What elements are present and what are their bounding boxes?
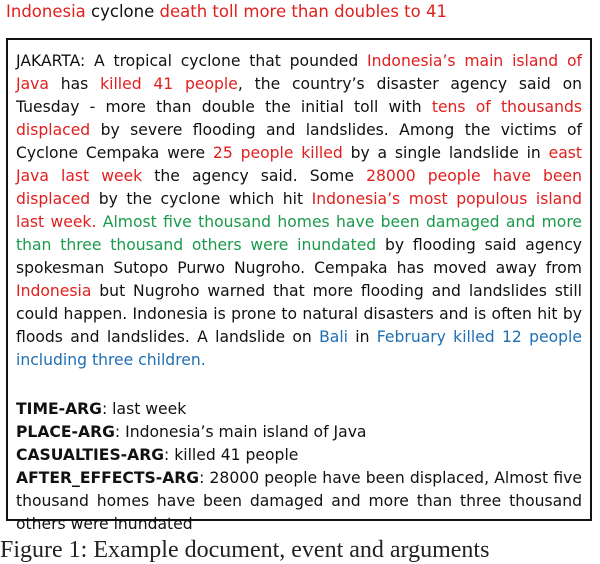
argument-name: PLACE-ARG — [16, 423, 115, 441]
argument-time — [16, 398, 582, 421]
article-segment: Almost five thousand homes have been damaged and more than three thousand others were inundated — [16, 213, 582, 254]
article-segment: killed 41 people — [100, 75, 238, 93]
article-segment: JAKARTA: A tropical cyclone that pounded — [16, 52, 368, 70]
argument-casualties — [16, 444, 582, 467]
article-segment: Bali — [319, 328, 348, 346]
headline-segment: Indonesia — [6, 2, 86, 21]
article-segment: tens of thousands displaced — [16, 98, 583, 139]
article-segment: by the cyclone which hit — [90, 190, 312, 208]
argument-place — [16, 421, 582, 444]
article-segment: has — [48, 75, 101, 93]
argument-value: : Indonesia’s main island of Java — [114, 423, 367, 441]
argument-after-effects — [16, 467, 582, 536]
article-segment: Indonesia’s most populous island last week. — [16, 190, 582, 231]
article-body — [16, 50, 582, 372]
argument-name: CASUALTIES-ARG — [16, 446, 165, 464]
figure-caption: Figure 1: Example document, event and arguments — [0, 537, 490, 563]
argument-name: TIME-ARG — [16, 400, 102, 418]
article-segment: in — [348, 328, 377, 346]
article-segment: by flooding said agency spokesman Sutopo Purwo Nugroho. Cempaka has moved away from — [16, 236, 583, 277]
article-segment: by severe flooding and landslides. Among the victims of Cyclone Cempaka were — [16, 121, 582, 162]
argument-name: AFTER_EFFECTS-ARG — [16, 469, 200, 487]
argument-value: : 28000 people have been displaced, Almost five thousand homes have been damaged and more than three thousand others were inundated — [16, 469, 582, 533]
article-segment: , the country’s disaster agency said on Tuesday - more than double the initial toll with — [16, 75, 582, 116]
argument-value: : killed 41 people — [164, 446, 299, 464]
article-segment: Indonesia’s main island of Java — [16, 52, 583, 93]
article-segment: 25 people killed — [212, 144, 343, 162]
headline-segment: death toll more than doubles to 41 — [159, 2, 447, 21]
headline — [6, 2, 594, 22]
article-segment: February killed 12 people including three children. — [16, 328, 582, 369]
article-segment: but Nugroho warned that more flooding and landslides still could happen. Indonesia is prone to natural disasters and is often hit by floods and landslides. A landslide on — [16, 282, 582, 346]
document-box — [6, 38, 592, 533]
arguments-list — [16, 398, 582, 536]
article-segment: 28000 people have been displaced — [16, 167, 583, 208]
article-segment: the agency said. Some — [142, 167, 367, 185]
article-segment: by a single landslide in — [342, 144, 549, 162]
article-segment: east Java last week — [16, 144, 583, 185]
argument-value: : last week — [101, 400, 187, 418]
article-segment: Indonesia — [16, 282, 92, 300]
headline-segment: cyclone — [85, 2, 160, 21]
